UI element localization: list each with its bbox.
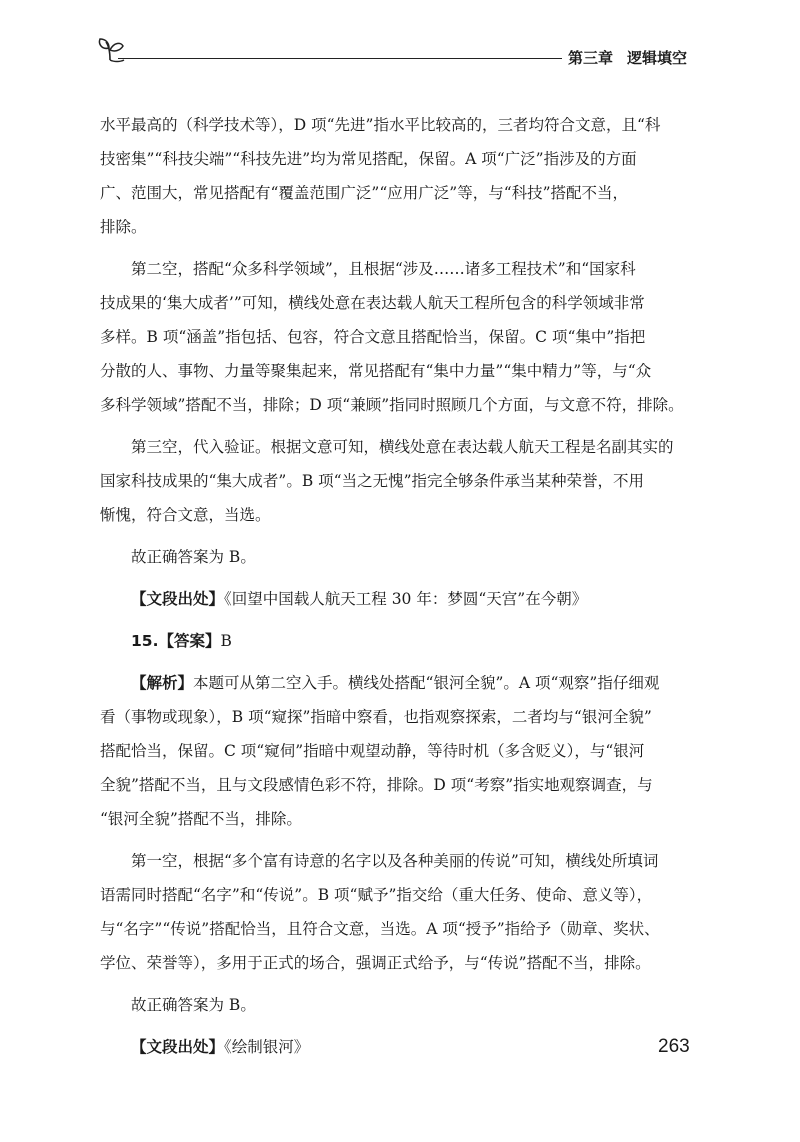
text-line: 排除。: [100, 218, 147, 236]
paragraph-gap: [100, 244, 696, 252]
sprout-icon: [96, 34, 126, 64]
text-line: 语需同时搭配“名字”和“传说”。B 项“赋予”指交给（重大任务、使命、意义等），: [100, 886, 653, 904]
paragraph-gap: [100, 980, 696, 988]
paragraph-gap: [100, 658, 696, 666]
text-line: 学位、荣誉等），多用于正式的场合，强调正式给予，与“传说”搭配不当，排除。: [100, 954, 651, 972]
text-line: 分散的人、事物、力量等聚集起来，常见搭配有“集中力量”“集中精力”等，与“众: [100, 362, 652, 380]
text-line: 技成果的‘集大成者’”可知，横线处意在表达载人航天工程所包含的科学领域非常: [100, 294, 645, 312]
text-line: 第一空，根据“多个富有诗意的名字以及各种美丽的传说”可知，横线处所填词: [131, 852, 659, 870]
paragraph-gap: [100, 574, 696, 582]
text-line: 与“名字”“传说”搭配恰当，且符合文意，当选。A 项“授予”指给予（勋章、奖状、: [100, 920, 660, 938]
chapter-heading: [562, 47, 687, 68]
paragraph-gap: [100, 422, 696, 430]
paragraph-gap: [100, 616, 696, 624]
text-line: [100, 582, 696, 616]
line-text: 本题可从第二空入手。横线处搭配“银河全貌”。A 项“观察”指仔细观: [193, 674, 660, 692]
chapter-label: 第三章: [568, 49, 614, 67]
text-line: [100, 666, 696, 700]
text-line: 惭愧，符合文意，当选。: [100, 506, 271, 524]
line-text: 《绘制银河》: [224, 1038, 310, 1056]
line-text: 《回望中国载人航天工程 30 年：梦圆“天宫”在今朝》: [224, 590, 588, 608]
paragraph-gap: [100, 836, 696, 844]
text-line: 技密集”“科技尖端”“科技先进”均为常见搭配，保留。A 项“广泛”指涉及的方面: [100, 150, 637, 168]
bold-label: 【解析】: [131, 674, 194, 692]
paragraph-gap: [100, 1022, 696, 1030]
bold-label: 【文段出处】: [131, 590, 225, 608]
text-line: [100, 1030, 696, 1064]
line-text: B: [220, 632, 232, 650]
text-line: 故正确答案为 B。: [131, 996, 256, 1014]
page-number: 263: [658, 1036, 690, 1057]
text-line: 第二空，搭配“众多科学领域”，且根据“涉及……诸多工程技术”和“国家科: [131, 260, 636, 278]
text-line: 看（事物或现象），B 项“窥探”指暗中察看，也指观察探索，二者均与“银河全貌”: [100, 708, 652, 726]
text-line: [100, 624, 696, 658]
bold-label: 【文段出处】: [131, 1038, 225, 1056]
running-header: [96, 34, 701, 74]
text-line: “银河全貌”搭配不当，排除。: [100, 810, 302, 828]
text-line: 广、范围大，常见搭配有“覆盖范围广泛”“应用广泛”等，与“科技”搭配不当，: [100, 184, 629, 202]
text-line: 水平最高的（科学技术等），D 项“先进”指水平比较高的，三者均符合文意，且“科: [100, 116, 661, 134]
text-line: 多科学领域”搭配不当，排除；D 项“兼顾”指同时照顾几个方面，与文意不符，排除。: [100, 396, 684, 414]
text-line: 国家科技成果的“集大成者”。B 项“当之无愧”指完全够条件承当某种荣誉，不用: [100, 472, 645, 490]
text-line: 多样。B 项“涵盖”指包括、包容，符合文意且搭配恰当，保留。C 项“集中”指把: [100, 328, 646, 346]
bold-label: 15.【答案】: [131, 632, 221, 650]
text-line: 全貌”搭配不当，且与文段感情色彩不符，排除。D 项“考察”指实地观察调查，与: [100, 776, 653, 794]
chapter-title: 逻辑填空: [627, 49, 688, 67]
text-line: 故正确答案为 B。: [131, 548, 256, 566]
text-line: 搭配恰当，保留。C 项“窥伺”指暗中观望动静，等待时机（多含贬义），与“银河: [100, 742, 645, 760]
text-line: 第三空，代入验证。根据文意可知，横线处意在表达载人航天工程是名副其实的: [131, 438, 674, 456]
body-text: [100, 108, 696, 1064]
paragraph-gap: [100, 532, 696, 540]
